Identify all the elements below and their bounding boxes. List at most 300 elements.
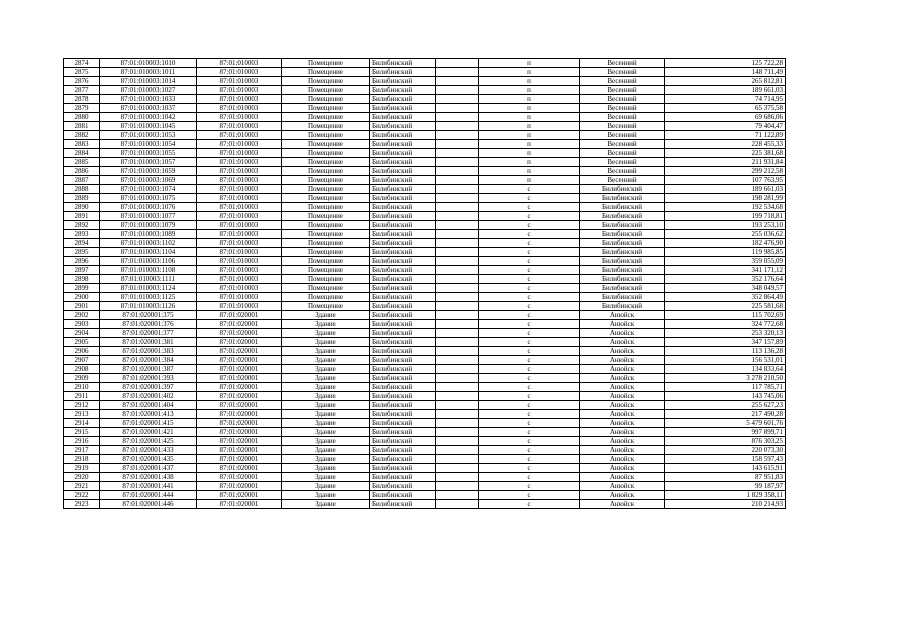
cadastral-value-cell: 347 157,89 <box>665 338 786 347</box>
district-cell: Билибинский <box>370 320 436 329</box>
settlement-type-cell: п <box>479 176 580 185</box>
district-cell: Билибинский <box>370 266 436 275</box>
row-number-cell: 2909 <box>64 374 100 383</box>
cadastral-number-cell: 87:01:010003:1010 <box>100 59 197 68</box>
row-number-cell: 2922 <box>64 491 100 500</box>
cadastral-value-cell: 199 718,81 <box>665 212 786 221</box>
cadastral-value-cell: 125 722,28 <box>665 59 786 68</box>
row-number-cell: 2910 <box>64 383 100 392</box>
quarter-number-cell: 87:01:020001 <box>197 500 282 509</box>
empty-cell <box>436 221 479 230</box>
cadastral-number-cell: 87:01:020001:393 <box>100 374 197 383</box>
cadastral-number-cell: 87:01:020001:381 <box>100 338 197 347</box>
table-row <box>64 365 786 374</box>
table-row <box>64 464 786 473</box>
quarter-number-cell: 87:01:020001 <box>197 374 282 383</box>
table-row <box>64 140 786 149</box>
quarter-number-cell: 87:01:010003 <box>197 221 282 230</box>
row-number-cell: 2918 <box>64 455 100 464</box>
district-cell: Билибинский <box>370 239 436 248</box>
cadastral-number-cell: 87:01:020001:384 <box>100 356 197 365</box>
settlement-type-cell: с <box>479 257 580 266</box>
quarter-number-cell: 87:01:020001 <box>197 491 282 500</box>
cadastral-value-cell: 113 136,28 <box>665 347 786 356</box>
empty-cell <box>436 401 479 410</box>
object-type-cell: Помещение <box>282 86 370 95</box>
row-number-cell: 2919 <box>64 464 100 473</box>
settlement-type-cell: п <box>479 86 580 95</box>
district-cell: Билибинский <box>370 401 436 410</box>
settlement-type-cell: п <box>479 149 580 158</box>
cadastral-number-cell: 87:01:010003:1124 <box>100 284 197 293</box>
settlement-type-cell: с <box>479 392 580 401</box>
district-cell: Билибинский <box>370 194 436 203</box>
settlement-name-cell: Билибинский <box>580 275 665 284</box>
table-row <box>64 491 786 500</box>
settlement-type-cell: с <box>479 500 580 509</box>
object-type-cell: Помещение <box>282 302 370 311</box>
empty-cell <box>436 131 479 140</box>
cadastral-number-cell: 87:01:010003:1076 <box>100 203 197 212</box>
quarter-number-cell: 87:01:020001 <box>197 464 282 473</box>
row-number-cell: 2876 <box>64 77 100 86</box>
settlement-name-cell: Анюйск <box>580 356 665 365</box>
district-cell: Билибинский <box>370 86 436 95</box>
settlement-name-cell: Билибинский <box>580 257 665 266</box>
quarter-number-cell: 87:01:010003 <box>197 275 282 284</box>
quarter-number-cell: 87:01:020001 <box>197 311 282 320</box>
empty-cell <box>436 419 479 428</box>
cadastral-value-cell: 107 763,95 <box>665 176 786 185</box>
table-row <box>64 284 786 293</box>
cadastral-number-cell: 87:01:010003:1011 <box>100 68 197 77</box>
settlement-type-cell: с <box>479 293 580 302</box>
cadastral-number-cell: 87:01:010003:1059 <box>100 167 197 176</box>
cadastral-value-cell: 79 404,47 <box>665 122 786 131</box>
quarter-number-cell: 87:01:020001 <box>197 428 282 437</box>
object-type-cell: Здание <box>282 311 370 320</box>
district-cell: Билибинский <box>370 167 436 176</box>
cadastral-value-cell: 225 381,68 <box>665 149 786 158</box>
table-row <box>64 212 786 221</box>
district-cell: Билибинский <box>370 500 436 509</box>
table-row <box>64 221 786 230</box>
district-cell: Билибинский <box>370 131 436 140</box>
settlement-name-cell: Весенний <box>580 86 665 95</box>
settlement-type-cell: с <box>479 356 580 365</box>
table-row <box>64 230 786 239</box>
empty-cell <box>436 212 479 221</box>
settlement-type-cell: с <box>479 446 580 455</box>
settlement-name-cell: Анюйск <box>580 338 665 347</box>
cadastral-value-cell: 192 534,68 <box>665 203 786 212</box>
table-row <box>64 338 786 347</box>
settlement-name-cell: Анюйск <box>580 491 665 500</box>
row-number-cell: 2901 <box>64 302 100 311</box>
district-cell: Билибинский <box>370 446 436 455</box>
settlement-name-cell: Билибинский <box>580 284 665 293</box>
table-row <box>64 59 786 68</box>
district-cell: Билибинский <box>370 104 436 113</box>
cadastral-number-cell: 87:01:020001:377 <box>100 329 197 338</box>
cadastral-number-cell: 87:01:020001:415 <box>100 419 197 428</box>
table-row <box>64 356 786 365</box>
empty-cell <box>436 473 479 482</box>
empty-cell <box>436 95 479 104</box>
cadastral-number-cell: 87:01:020001:438 <box>100 473 197 482</box>
cadastral-value-cell: 352 864,49 <box>665 293 786 302</box>
table-row <box>64 347 786 356</box>
cadastral-number-cell: 87:01:010003:1075 <box>100 194 197 203</box>
quarter-number-cell: 87:01:020001 <box>197 410 282 419</box>
object-type-cell: Помещение <box>282 221 370 230</box>
cadastral-value-cell: 189 661,03 <box>665 86 786 95</box>
cadastral-value-cell: 3 278 210,50 <box>665 374 786 383</box>
quarter-number-cell: 87:01:010003 <box>197 185 282 194</box>
settlement-name-cell: Весенний <box>580 140 665 149</box>
quarter-number-cell: 87:01:010003 <box>197 104 282 113</box>
empty-cell <box>436 410 479 419</box>
settlement-name-cell: Весенний <box>580 158 665 167</box>
row-number-cell: 2896 <box>64 257 100 266</box>
object-type-cell: Помещение <box>282 194 370 203</box>
settlement-type-cell: п <box>479 113 580 122</box>
table-row <box>64 149 786 158</box>
cadastral-value-cell: 99 187,97 <box>665 482 786 491</box>
settlement-name-cell: Анюйск <box>580 500 665 509</box>
row-number-cell: 2917 <box>64 446 100 455</box>
object-type-cell: Помещение <box>282 293 370 302</box>
table-row <box>64 437 786 446</box>
cadastral-number-cell: 87:01:010003:1074 <box>100 185 197 194</box>
settlement-type-cell: с <box>479 311 580 320</box>
row-number-cell: 2897 <box>64 266 100 275</box>
row-number-cell: 2915 <box>64 428 100 437</box>
row-number-cell: 2884 <box>64 149 100 158</box>
table-row <box>64 329 786 338</box>
row-number-cell: 2877 <box>64 86 100 95</box>
cadastral-value-cell: 87 951,83 <box>665 473 786 482</box>
district-cell: Билибинский <box>370 68 436 77</box>
empty-cell <box>436 428 479 437</box>
settlement-name-cell: Анюйск <box>580 365 665 374</box>
settlement-type-cell: п <box>479 95 580 104</box>
settlement-type-cell: с <box>479 239 580 248</box>
settlement-name-cell: Весенний <box>580 68 665 77</box>
object-type-cell: Помещение <box>282 140 370 149</box>
object-type-cell: Здание <box>282 356 370 365</box>
cadastral-value-cell: 359 055,09 <box>665 257 786 266</box>
settlement-name-cell: Анюйск <box>580 329 665 338</box>
cadastral-number-cell: 87:01:020001:402 <box>100 392 197 401</box>
district-cell: Билибинский <box>370 158 436 167</box>
quarter-number-cell: 87:01:020001 <box>197 392 282 401</box>
empty-cell <box>436 275 479 284</box>
cadastral-number-cell: 87:01:020001:435 <box>100 455 197 464</box>
table-row <box>64 392 786 401</box>
table-row <box>64 104 786 113</box>
cadastral-number-cell: 87:01:010003:1108 <box>100 266 197 275</box>
row-number-cell: 2920 <box>64 473 100 482</box>
object-type-cell: Здание <box>282 383 370 392</box>
quarter-number-cell: 87:01:010003 <box>197 212 282 221</box>
settlement-type-cell: с <box>479 455 580 464</box>
settlement-type-cell: с <box>479 410 580 419</box>
empty-cell <box>436 257 479 266</box>
cadastral-number-cell: 87:01:010003:1069 <box>100 176 197 185</box>
quarter-number-cell: 87:01:020001 <box>197 437 282 446</box>
settlement-name-cell: Анюйск <box>580 410 665 419</box>
settlement-name-cell: Анюйск <box>580 374 665 383</box>
settlement-name-cell: Билибинский <box>580 203 665 212</box>
object-type-cell: Помещение <box>282 239 370 248</box>
row-number-cell: 2903 <box>64 320 100 329</box>
settlement-name-cell: Анюйск <box>580 482 665 491</box>
district-cell: Билибинский <box>370 464 436 473</box>
object-type-cell: Помещение <box>282 158 370 167</box>
object-type-cell: Здание <box>282 329 370 338</box>
row-number-cell: 2913 <box>64 410 100 419</box>
settlement-name-cell: Анюйск <box>580 401 665 410</box>
cadastral-value-cell: 158 597,43 <box>665 455 786 464</box>
object-type-cell: Помещение <box>282 248 370 257</box>
cadastral-value-cell: 265 812,81 <box>665 77 786 86</box>
empty-cell <box>436 356 479 365</box>
object-type-cell: Помещение <box>282 122 370 131</box>
cadastral-number-cell: 87:01:010003:1111 <box>100 275 197 284</box>
empty-cell <box>436 374 479 383</box>
object-type-cell: Помещение <box>282 275 370 284</box>
district-cell: Билибинский <box>370 428 436 437</box>
empty-cell <box>436 311 479 320</box>
table-row <box>64 248 786 257</box>
cadastral-value-cell: 255 036,62 <box>665 230 786 239</box>
cadastral-value-cell: 1 829 358,11 <box>665 491 786 500</box>
object-type-cell: Здание <box>282 338 370 347</box>
quarter-number-cell: 87:01:010003 <box>197 176 282 185</box>
district-cell: Билибинский <box>370 176 436 185</box>
cadastral-value-cell: 228 455,33 <box>665 140 786 149</box>
row-number-cell: 2911 <box>64 392 100 401</box>
empty-cell <box>436 482 479 491</box>
cadastral-number-cell: 87:01:010003:1079 <box>100 221 197 230</box>
table-row <box>64 86 786 95</box>
district-cell: Билибинский <box>370 491 436 500</box>
cadastral-value-cell: 156 531,01 <box>665 356 786 365</box>
quarter-number-cell: 87:01:010003 <box>197 113 282 122</box>
quarter-number-cell: 87:01:020001 <box>197 329 282 338</box>
object-type-cell: Помещение <box>282 149 370 158</box>
row-number-cell: 2906 <box>64 347 100 356</box>
table-row <box>64 374 786 383</box>
settlement-type-cell: с <box>479 212 580 221</box>
district-cell: Билибинский <box>370 473 436 482</box>
object-type-cell: Здание <box>282 392 370 401</box>
registry-table <box>63 58 786 509</box>
cadastral-number-cell: 87:01:020001:421 <box>100 428 197 437</box>
cadastral-number-cell: 87:01:010003:1104 <box>100 248 197 257</box>
settlement-name-cell: Весенний <box>580 122 665 131</box>
table-row <box>64 446 786 455</box>
district-cell: Билибинский <box>370 392 436 401</box>
settlement-name-cell: Билибинский <box>580 194 665 203</box>
table-row <box>64 311 786 320</box>
district-cell: Билибинский <box>370 77 436 86</box>
quarter-number-cell: 87:01:020001 <box>197 365 282 374</box>
settlement-name-cell: Весенний <box>580 59 665 68</box>
quarter-number-cell: 87:01:020001 <box>197 320 282 329</box>
district-cell: Билибинский <box>370 59 436 68</box>
cadastral-number-cell: 87:01:010003:1055 <box>100 149 197 158</box>
empty-cell <box>436 167 479 176</box>
table-row <box>64 500 786 509</box>
empty-cell <box>436 149 479 158</box>
cadastral-number-cell: 87:01:010003:1053 <box>100 131 197 140</box>
object-type-cell: Здание <box>282 320 370 329</box>
empty-cell <box>436 383 479 392</box>
settlement-type-cell: п <box>479 167 580 176</box>
empty-cell <box>436 140 479 149</box>
district-cell: Билибинский <box>370 338 436 347</box>
district-cell: Билибинский <box>370 365 436 374</box>
row-number-cell: 2888 <box>64 185 100 194</box>
quarter-number-cell: 87:01:010003 <box>197 266 282 275</box>
table-row <box>64 266 786 275</box>
cadastral-number-cell: 87:01:010003:1125 <box>100 293 197 302</box>
settlement-type-cell: с <box>479 320 580 329</box>
settlement-name-cell: Билибинский <box>580 221 665 230</box>
cadastral-value-cell: 225 581,68 <box>665 302 786 311</box>
table-row <box>64 113 786 122</box>
district-cell: Билибинский <box>370 455 436 464</box>
settlement-type-cell: с <box>479 221 580 230</box>
row-number-cell: 2895 <box>64 248 100 257</box>
settlement-type-cell: с <box>479 194 580 203</box>
row-number-cell: 2907 <box>64 356 100 365</box>
row-number-cell: 2900 <box>64 293 100 302</box>
settlement-name-cell: Билибинский <box>580 266 665 275</box>
quarter-number-cell: 87:01:010003 <box>197 302 282 311</box>
settlement-name-cell: Билибинский <box>580 239 665 248</box>
settlement-name-cell: Весенний <box>580 149 665 158</box>
settlement-type-cell: п <box>479 140 580 149</box>
table-row <box>64 293 786 302</box>
quarter-number-cell: 87:01:020001 <box>197 446 282 455</box>
cadastral-value-cell: 210 214,93 <box>665 500 786 509</box>
district-cell: Билибинский <box>370 419 436 428</box>
empty-cell <box>436 68 479 77</box>
settlement-name-cell: Анюйск <box>580 311 665 320</box>
row-number-cell: 2904 <box>64 329 100 338</box>
cadastral-value-cell: 324 772,68 <box>665 320 786 329</box>
registry-table-body <box>64 59 786 509</box>
settlement-type-cell: с <box>479 302 580 311</box>
cadastral-number-cell: 87:01:020001:413 <box>100 410 197 419</box>
object-type-cell: Помещение <box>282 68 370 77</box>
row-number-cell: 2914 <box>64 419 100 428</box>
cadastral-value-cell: 5 479 601,76 <box>665 419 786 428</box>
settlement-name-cell: Анюйск <box>580 392 665 401</box>
cadastral-value-cell: 119 985,85 <box>665 248 786 257</box>
object-type-cell: Помещение <box>282 131 370 140</box>
empty-cell <box>436 500 479 509</box>
table-row <box>64 410 786 419</box>
district-cell: Билибинский <box>370 302 436 311</box>
cadastral-value-cell: 341 171,12 <box>665 266 786 275</box>
cadastral-value-cell: 299 212,58 <box>665 167 786 176</box>
quarter-number-cell: 87:01:020001 <box>197 482 282 491</box>
object-type-cell: Здание <box>282 419 370 428</box>
cadastral-value-cell: 143 745,06 <box>665 392 786 401</box>
empty-cell <box>436 113 479 122</box>
settlement-name-cell: Анюйск <box>580 347 665 356</box>
district-cell: Билибинский <box>370 149 436 158</box>
table-row <box>64 158 786 167</box>
cadastral-number-cell: 87:01:020001:375 <box>100 311 197 320</box>
district-cell: Билибинский <box>370 437 436 446</box>
settlement-name-cell: Весенний <box>580 176 665 185</box>
row-number-cell: 2882 <box>64 131 100 140</box>
cadastral-number-cell: 87:01:010003:1042 <box>100 113 197 122</box>
settlement-type-cell: п <box>479 77 580 86</box>
quarter-number-cell: 87:01:010003 <box>197 194 282 203</box>
object-type-cell: Здание <box>282 347 370 356</box>
district-cell: Билибинский <box>370 140 436 149</box>
table-row <box>64 383 786 392</box>
object-type-cell: Помещение <box>282 185 370 194</box>
cadastral-value-cell: 71 122,89 <box>665 131 786 140</box>
settlement-name-cell: Билибинский <box>580 230 665 239</box>
empty-cell <box>436 59 479 68</box>
object-type-cell: Помещение <box>282 212 370 221</box>
quarter-number-cell: 87:01:010003 <box>197 77 282 86</box>
settlement-type-cell: с <box>479 185 580 194</box>
cadastral-number-cell: 87:01:020001:444 <box>100 491 197 500</box>
row-number-cell: 2890 <box>64 203 100 212</box>
district-cell: Билибинский <box>370 212 436 221</box>
quarter-number-cell: 87:01:020001 <box>197 419 282 428</box>
quarter-number-cell: 87:01:010003 <box>197 167 282 176</box>
empty-cell <box>436 455 479 464</box>
quarter-number-cell: 87:01:010003 <box>197 95 282 104</box>
settlement-name-cell: Весенний <box>580 167 665 176</box>
district-cell: Билибинский <box>370 230 436 239</box>
object-type-cell: Помещение <box>282 59 370 68</box>
settlement-name-cell: Билибинский <box>580 302 665 311</box>
settlement-name-cell: Анюйск <box>580 320 665 329</box>
object-type-cell: Помещение <box>282 284 370 293</box>
settlement-type-cell: с <box>479 482 580 491</box>
settlement-name-cell: Весенний <box>580 113 665 122</box>
empty-cell <box>436 185 479 194</box>
district-cell: Билибинский <box>370 482 436 491</box>
district-cell: Билибинский <box>370 347 436 356</box>
district-cell: Билибинский <box>370 248 436 257</box>
empty-cell <box>436 239 479 248</box>
cadastral-number-cell: 87:01:020001:437 <box>100 464 197 473</box>
cadastral-number-cell: 87:01:020001:397 <box>100 383 197 392</box>
cadastral-number-cell: 87:01:010003:1027 <box>100 86 197 95</box>
district-cell: Билибинский <box>370 257 436 266</box>
table-row <box>64 167 786 176</box>
settlement-type-cell: с <box>479 266 580 275</box>
row-number-cell: 2886 <box>64 167 100 176</box>
object-type-cell: Помещение <box>282 266 370 275</box>
cadastral-value-cell: 997 899,71 <box>665 428 786 437</box>
cadastral-number-cell: 87:01:020001:441 <box>100 482 197 491</box>
cadastral-number-cell: 87:01:020001:383 <box>100 347 197 356</box>
cadastral-number-cell: 87:01:010003:1037 <box>100 104 197 113</box>
